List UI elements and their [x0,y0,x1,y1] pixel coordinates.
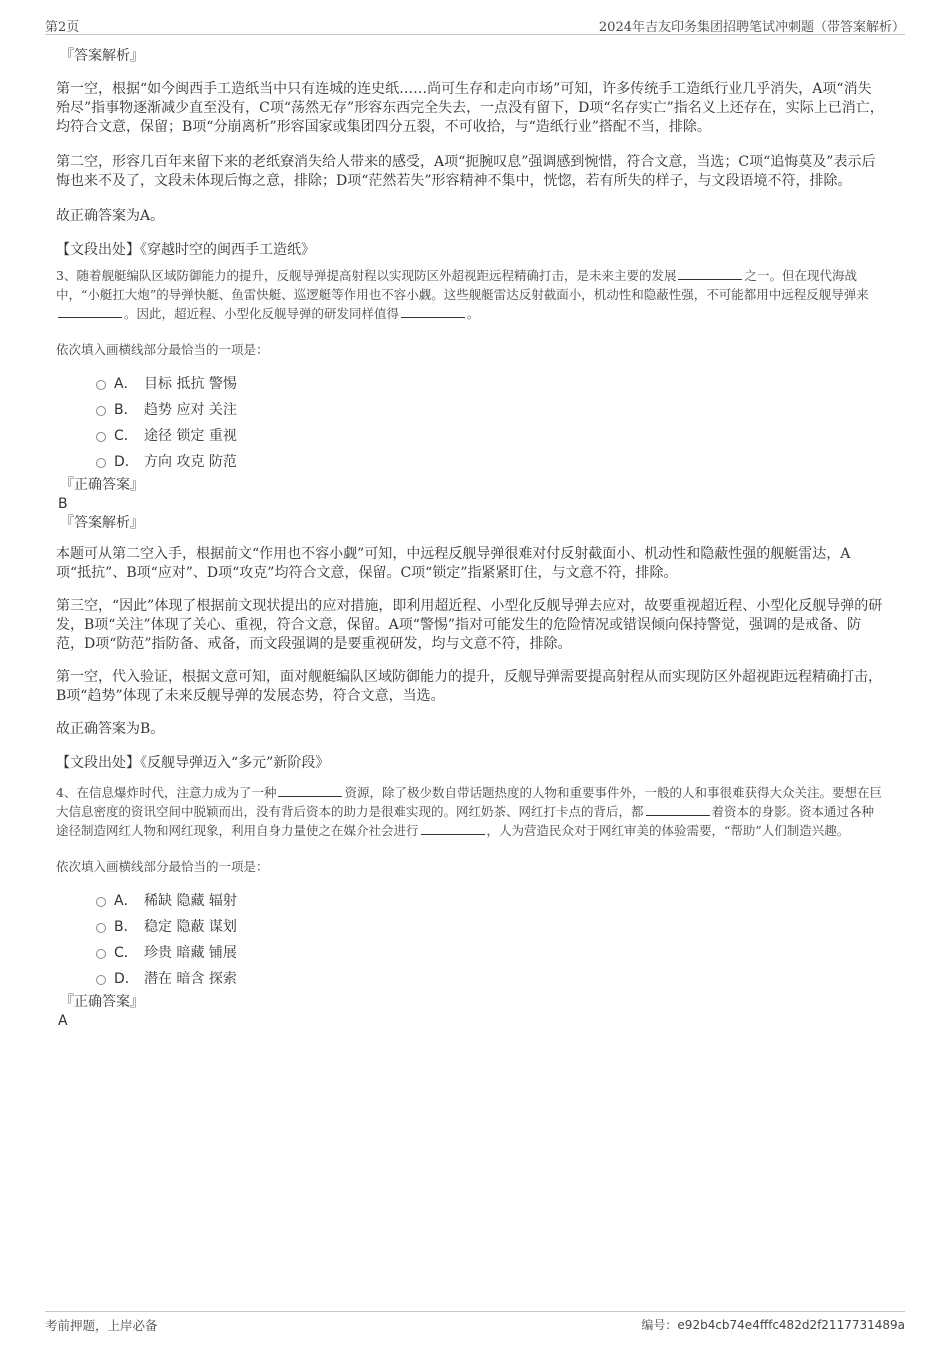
radio-icon[interactable] [96,975,106,985]
question-3-options [56,371,884,475]
radio-icon[interactable] [96,380,106,390]
analysis-paragraph: 本题可从第二空入手，根据前文“作用也不容小觑”可知，中远程反舰导弹很难对付反射截面小、机动性和隐蔽性强的舰艇雷达，A项“抵抗”、B项“应对”、D项“攻克”均符合文意，保留。C项“锁定”指紧紧盯住，与文意不符，排除。 [56,546,851,581]
option-b[interactable]: B． 稳定 隐蔽 谋划 [56,914,884,940]
page-number: 第2页 [45,20,80,35]
answer-blank [646,803,710,816]
radio-icon[interactable] [96,432,106,442]
passage-source: 【文段出处】《穿越时空的闽西手工造纸》 [56,242,315,258]
correct-answer-value: B [58,496,68,512]
analysis-label: 『答案解析』 [60,515,144,531]
question-prompt: 依次填入画横线部分最恰当的一项是： [56,342,269,357]
radio-icon[interactable] [96,406,106,416]
correct-answer-label: 『正确答案』 [60,994,144,1010]
radio-icon[interactable] [96,458,106,468]
answer-blank [401,305,465,318]
analysis-paragraph: 第一空，代入验证，根据文意可知，面对舰艇编队区域防御能力的提升，反舰导弹需要提高射程从而实现防区外超视距远程精确打击，B项“趋势”体现了未来反舰导弹的发展态势，符合文意，当选。 [56,669,882,704]
option-a[interactable]: A． 稀缺 隐藏 辐射 [56,888,884,914]
analysis-conclusion: 故正确答案为A。 [56,208,165,224]
radio-icon[interactable] [96,923,106,933]
document-code: 编号：e92b4cb74e4fffc482d2f2117731489a [641,1318,905,1332]
page-content [56,46,884,1030]
option-c[interactable]: C． 珍贵 暗藏 铺展 [56,940,884,966]
question-prompt: 依次填入画横线部分最恰当的一项是： [56,859,269,874]
analysis-conclusion: 故正确答案为B。 [56,721,165,737]
correct-answer-value: A [58,1013,68,1029]
question-4-options [56,888,884,992]
option-c[interactable]: C． 途径 锁定 重视 [56,423,884,449]
analysis-paragraph: 第一空，根据“如今闽西手工造纸当中只有连城的连史纸……尚可生存和走向市场”可知，许多传统手工造纸行业几乎消失，A项“消失殆尽”指事物逐渐减少直至没有，C项“荡然无存”形容东西完全失去，一点没有留下，D项“名存实亡”指名义上还存在，实际上已消亡，均符合文意，保留；B项“分崩离析”形容国家或集团四分五裂，不可收拾，与“造纸行业”搭配不当，排除。 [56,81,884,135]
analysis-label: 『答案解析』 [60,48,144,64]
page-header [45,14,905,35]
footer-slogan: 考前押题，上岸必备 [45,1318,158,1333]
radio-icon[interactable] [96,949,106,959]
answer-blank [278,784,342,797]
option-d[interactable]: D． 潜在 暗含 探索 [56,966,884,992]
passage-source: 【文段出处】《反舰导弹迈入“多元”新阶段》 [56,755,330,771]
option-a[interactable]: A． 目标 抵抗 警惕 [56,371,884,397]
answer-blank [421,822,485,835]
question-4-text: 4、在信息爆炸时代，注意力成为了一种 资源，除了极少数自带话题热度的人物和重要事件外，一般的人和事很难获得大众关注。要想在巨大信息密度的资讯空间中脱颖而出，没有背后资本的助力是很难实现的。网红奶茶、网红打卡点的背后，都 着资本的身影。资本通过各种途径制造网红人物和网红现象，利用自身力量使之在媒介社会进行 ，人为营造民众对于网红审美的体验需要，“帮助”人们制造兴趣。 [56,785,882,838]
option-d[interactable]: D． 方向 攻克 防范 [56,449,884,475]
analysis-paragraph: 第三空，“因此”体现了根据前文现状提出的应对措施，即利用超近程、小型化反舰导弹去应对，故要重视超近程、小型化反舰导弹的研发，B项“关注”体现了关心、重视，符合文意，保留。A项“警惕”指对可能发生的危险情况或错误倾向保持警觉，强调的是戒备、防范，D项“防范”指防备、戒备，而文段强调的是要重视研发，均与文意不符，排除。 [56,598,883,652]
question-3-text: 3、随着舰艇编队区域防御能力的提升，反舰导弹提高射程以实现防区外超视距远程精确打击，是未来主要的发展 之一。但在现代海战中，“小艇扛大炮”的导弹快艇、鱼雷快艇、巡逻艇等作用也不容小觑。这些舰艇雷达反射截面小，机动性和隐蔽性强，不可能都用中远程反舰导弹来。因此，超近程、小型化反舰导弹的研发同样值得 。 [56,268,869,321]
analysis-paragraph: 第二空，形容几百年来留下来的老纸寮消失给人带来的感受，A项“扼腕叹息”强调感到惋惜，符合文意，当选；C项“追悔莫及”表示后悔也来不及了，文段未体现后悔之意，排除；D项“茫然若失”形容精神不集中，恍惚，若有所失的样子，与文段语境不符，排除。 [56,154,876,189]
answer-blank [58,305,122,318]
document-title: 2024年吉友印务集团招聘笔试冲刺题（带答案解析） [598,20,905,35]
page-footer [45,1311,905,1336]
correct-answer-label: 『正确答案』 [60,477,144,493]
option-b[interactable]: B． 趋势 应对 关注 [56,397,884,423]
radio-icon[interactable] [96,897,106,907]
answer-blank [678,267,742,280]
